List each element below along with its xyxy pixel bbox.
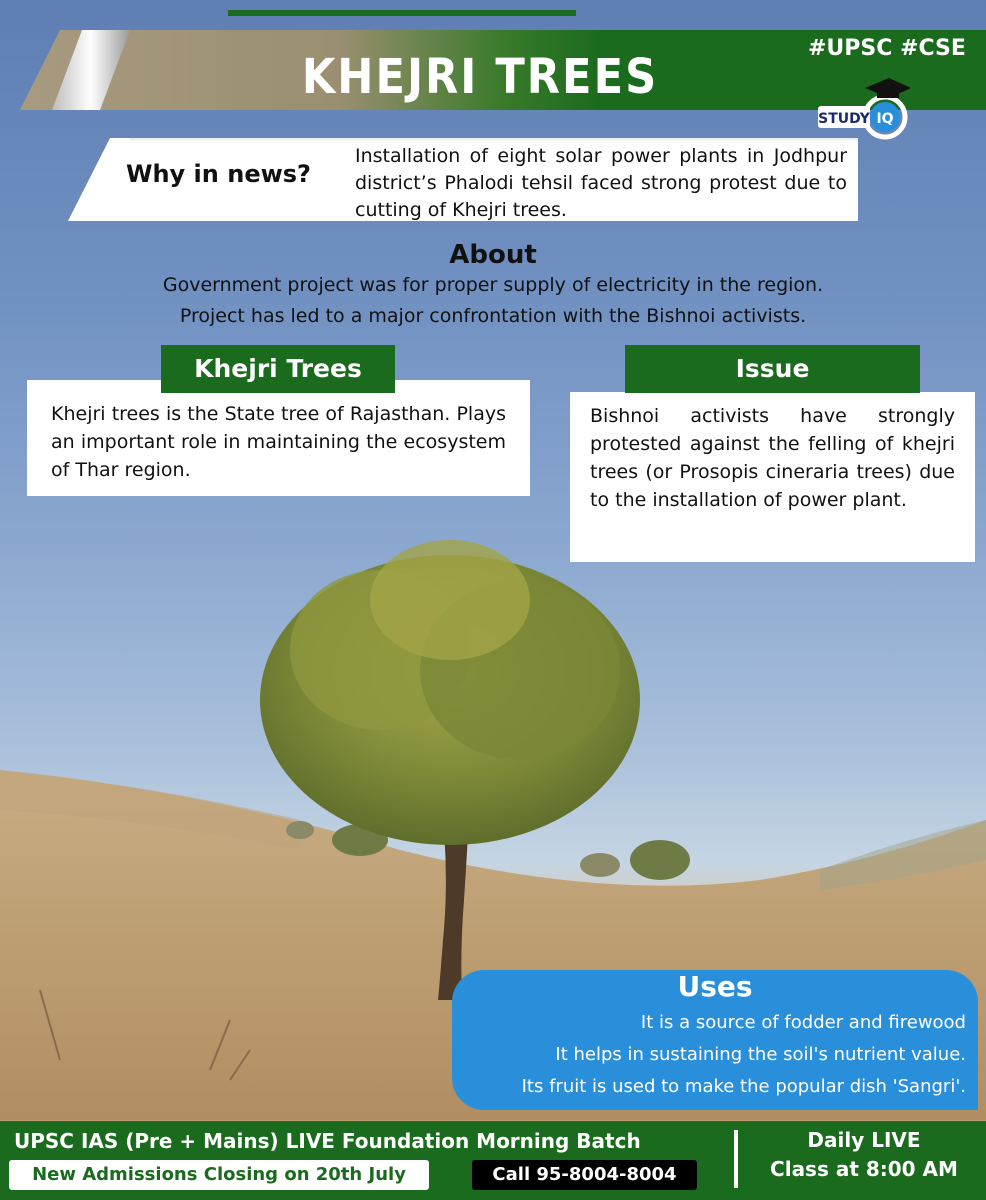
class-time-label: Class at 8:00 AM	[770, 1157, 958, 1181]
batch-title: UPSC IAS (Pre + Mains) LIVE Foundation Morning Batch	[14, 1129, 641, 1153]
about-line: Government project was for proper supply of electricity in the region.	[162, 274, 824, 296]
why-in-news-text: Installation of eight solar power plants in Jodhpur district’s Phalodi tehsil faced strong protest due to cutting of Khejri trees.	[355, 145, 847, 221]
about-heading: About	[449, 240, 537, 270]
admissions-badge: New Admissions Closing on 20th July	[9, 1160, 429, 1190]
daily-live-label: Daily LIVE	[807, 1128, 921, 1152]
why-in-news-label: Why in news?	[126, 160, 311, 188]
issue-text: Bishnoi activists have strongly protested against the felling of khejri trees (or Prosopis cineraria trees) due to the installation of power plant.	[590, 405, 955, 511]
uses-box	[452, 970, 978, 1110]
studyiq-logo	[815, 72, 910, 140]
issue-box	[570, 392, 975, 562]
logo-wordmark: STUDY	[818, 111, 870, 127]
issue-tab: Issue	[625, 345, 920, 393]
hashtags: #UPSC #CSE	[808, 36, 966, 61]
khejri-trees-box	[27, 380, 530, 496]
logo-iq: IQ	[876, 111, 894, 127]
khejri-trees-tab: Khejri Trees	[161, 345, 395, 393]
top-rule	[228, 10, 576, 16]
footer-divider	[734, 1130, 738, 1188]
uses-heading: Uses	[677, 970, 753, 1003]
uses-item: It helps in sustaining the soil's nutrient value.	[555, 1044, 966, 1065]
khejri-trees-text: Khejri trees is the State tree of Rajasthan. Plays an important role in maintaining the ecosystem of Thar region.	[51, 403, 506, 481]
uses-item: It is a source of fodder and firewood	[640, 1012, 966, 1033]
call-button[interactable]: Call 95-8004-8004	[472, 1160, 697, 1190]
about-line: Project has led to a major confrontation with the Bishnoi activists.	[179, 305, 807, 327]
uses-item: Its fruit is used to make the popular dish 'Sangri'.	[521, 1076, 966, 1097]
page-title: KHEJRI TREES	[301, 49, 659, 105]
